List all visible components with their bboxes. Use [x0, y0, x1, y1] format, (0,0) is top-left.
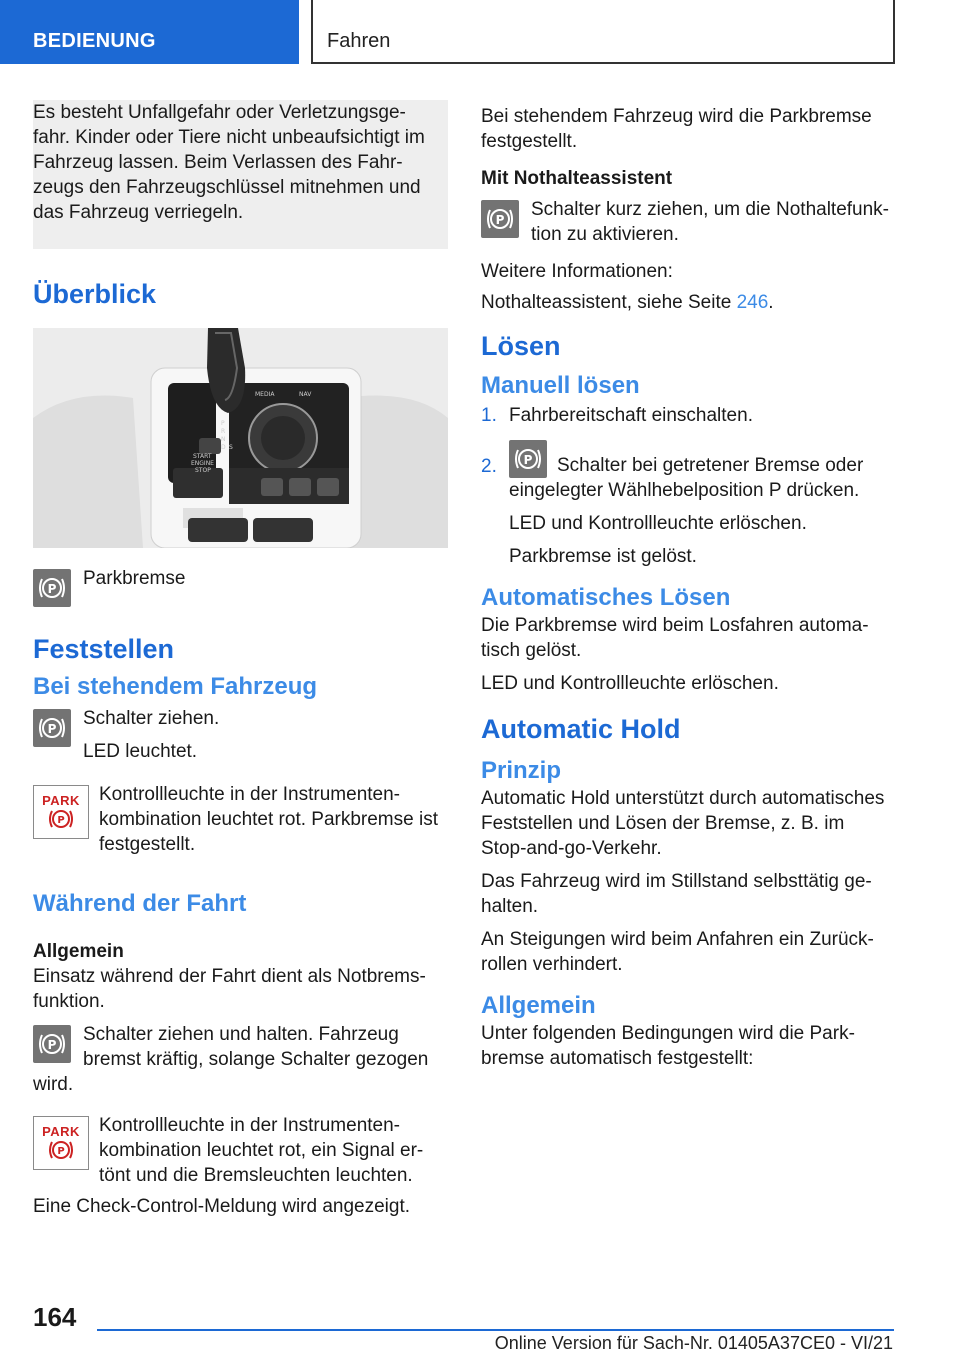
warning-line: das Fahrzeug verriegeln. [33, 202, 244, 223]
stillstand-line: halten. [481, 896, 539, 917]
parking-brake-icon [481, 200, 519, 238]
page-link-246[interactable]: 246 [736, 292, 769, 313]
photo-label-engine: ENGINE [191, 460, 214, 467]
warning-line: fahr. Kinder oder Tiere nicht unbeaufsichtigt im [33, 127, 425, 148]
stillstand-line: Das Fahrzeug wird im Stillstand selbsttätig ge- [481, 871, 872, 892]
photo-label-gear-d: D [221, 444, 226, 451]
step-sub: LED und Kontrollleuchte erlöschen. [509, 513, 807, 534]
park-warning-icon [33, 1116, 89, 1170]
allgemein-line: funktion. [33, 991, 105, 1012]
parking-brake-icon [33, 1025, 71, 1063]
nothalte-row [481, 197, 893, 247]
svg-text:P: P [57, 815, 65, 826]
svg-text:P: P [57, 1146, 65, 1157]
photo-label-gear-r: R [221, 428, 226, 435]
photo-label-gear-s: S [229, 444, 233, 451]
auto-loesen-led: LED und Kontrollleuchte erlöschen. [481, 673, 779, 694]
auto-loesen-heading: Automatisches Lösen [481, 584, 731, 611]
left-column [33, 100, 448, 1219]
siehe-line [481, 290, 893, 315]
right-column [481, 104, 893, 1071]
manuell-heading: Manuell lösen [481, 372, 640, 399]
prinzip-line: Feststellen und Lösen der Bremse, z. B. im [481, 813, 845, 834]
svg-text:P: P [523, 453, 533, 467]
footer-divider [97, 1329, 894, 1331]
stehend-heading: Bei stehendem Fahrzeug [33, 673, 318, 700]
kontroll1-row [33, 782, 448, 857]
halten-line: bremst kräftig, solange Schalter gezogen [83, 1049, 429, 1070]
step-text: Fahrbereitschaft einschalten. [509, 405, 753, 426]
photo-label-media: MEDIA [255, 391, 275, 398]
feststellen-heading: Feststellen [33, 634, 175, 664]
list-item [481, 440, 893, 569]
photo-label-start: START [193, 453, 212, 460]
step-text: Schalter bei getretener Bremse oder [557, 455, 864, 476]
loesen-steps [481, 403, 893, 569]
parking-brake-icon [509, 440, 547, 478]
warning-line: zeugs den Fahrzeugschlüssel mitnehmen und [33, 177, 421, 198]
parkbremse-label: Parkbremse [83, 568, 186, 589]
stehend-line2: LED leuchtet. [83, 741, 198, 762]
parkbremse-row [33, 566, 448, 606]
prinzip-line: Stop-and-go-Verkehr. [481, 838, 662, 859]
park-icon-text: PARK [42, 1124, 80, 1139]
photo-label-stop: STOP [195, 467, 211, 474]
step-text: eingelegter Wählhebelposition P drücken. [509, 480, 860, 501]
kontroll2-row [33, 1113, 448, 1188]
park-icon-text: PARK [42, 793, 80, 808]
kontroll1-line: Kontrollleuchte in der Instrumenten- [99, 784, 400, 805]
stehend-line1: Schalter ziehen. [83, 708, 220, 729]
intro-line: festgestellt. [481, 131, 578, 152]
nothalte-line: tion zu aktivieren. [531, 224, 679, 245]
allgemein-heading-right: Allgemein [481, 992, 596, 1019]
parking-brake-icon [33, 709, 71, 747]
svg-text:P: P [47, 722, 57, 736]
steigung-line: rollen verhindert. [481, 954, 623, 975]
page-number: 164 [33, 1302, 77, 1332]
siehe-dot: . [768, 292, 774, 313]
kontroll2-line: Kontrollleuchte in der Instrumenten- [99, 1115, 400, 1136]
svg-text:P: P [47, 1038, 57, 1052]
kontroll2-line: kombination leuchtet rot, ein Signal er- [99, 1140, 424, 1161]
park-warning-icon [33, 785, 89, 839]
center-console-photo [33, 328, 448, 548]
allgemein-line: Einsatz während der Fahrt dient als Notbrems- [33, 966, 426, 987]
weitere-info: Weitere Informationen: [481, 261, 673, 282]
loesen-heading: Lösen [481, 331, 561, 361]
stehend-row [33, 706, 448, 764]
bedingungen-line: bremse automatisch festgestellt: [481, 1048, 754, 1069]
header-chapter-title: Fahren [311, 0, 895, 64]
hold-heading: Automatic Hold [481, 714, 681, 744]
svg-text:P: P [495, 213, 505, 227]
steigung-line: An Steigungen wird beim Anfahren ein Zurück- [481, 929, 874, 950]
svg-text:P: P [47, 582, 57, 596]
warning-line: Es besteht Unfallgefahr oder Verletzungsge- [33, 102, 406, 123]
list-item [481, 403, 893, 428]
prinzip-heading: Prinzip [481, 757, 562, 784]
step-number: 1. [481, 405, 497, 426]
fahrt-heading: Während der Fahrt [33, 890, 247, 917]
nothalte-heading: Mit Nothalteassistent [481, 168, 673, 189]
halten-row [33, 1022, 448, 1072]
kontroll1-line: festgestellt. [99, 834, 196, 855]
kontroll2-line: tönt und die Bremsleuchten leuchten. [99, 1165, 413, 1186]
photo-label-gear-p: P [221, 420, 225, 427]
photo-label-gear-n: N [221, 436, 226, 443]
halten-last: wird. [33, 1074, 74, 1095]
halten-line: Schalter ziehen und halten. Fahrzeug [83, 1024, 399, 1045]
nothalte-line: Schalter kurz ziehen, um die Nothaltefunk- [531, 199, 890, 220]
warning-line: Fahrzeug lassen. Beim Verlassen des Fahr- [33, 152, 403, 173]
kontroll1-line: kombination leuchtet rot. Parkbremse ist [99, 809, 438, 830]
auto-loesen-line: tisch gelöst. [481, 640, 582, 661]
warning-box [33, 100, 448, 249]
header-section-tab: BEDIENUNG [0, 0, 299, 64]
prinzip-line: Automatic Hold unterstützt durch automatisches [481, 788, 885, 809]
photo-label-nav: NAV [299, 391, 312, 398]
step-number: 2. [481, 456, 497, 477]
allgemein-heading-left: Allgemein [33, 941, 124, 962]
intro-line: Bei stehendem Fahrzeug wird die Parkbremse [481, 106, 872, 127]
ueberblick-heading: Überblick [33, 279, 157, 309]
parking-brake-icon [33, 569, 71, 607]
siehe-text: Nothalteassistent, siehe Seite [481, 292, 737, 313]
footer-online-version: Online Version für Sach-Nr. 01405A37CE0 - VI/21 [494, 1333, 893, 1353]
auto-loesen-line: Die Parkbremse wird beim Losfahren automa- [481, 615, 869, 636]
checkcontrol-text: Eine Check-Control-Meldung wird angezeigt. [33, 1196, 411, 1217]
bedingungen-line: Unter folgenden Bedingungen wird die Park- [481, 1023, 855, 1044]
step-sub: Parkbremse ist gelöst. [509, 546, 697, 567]
